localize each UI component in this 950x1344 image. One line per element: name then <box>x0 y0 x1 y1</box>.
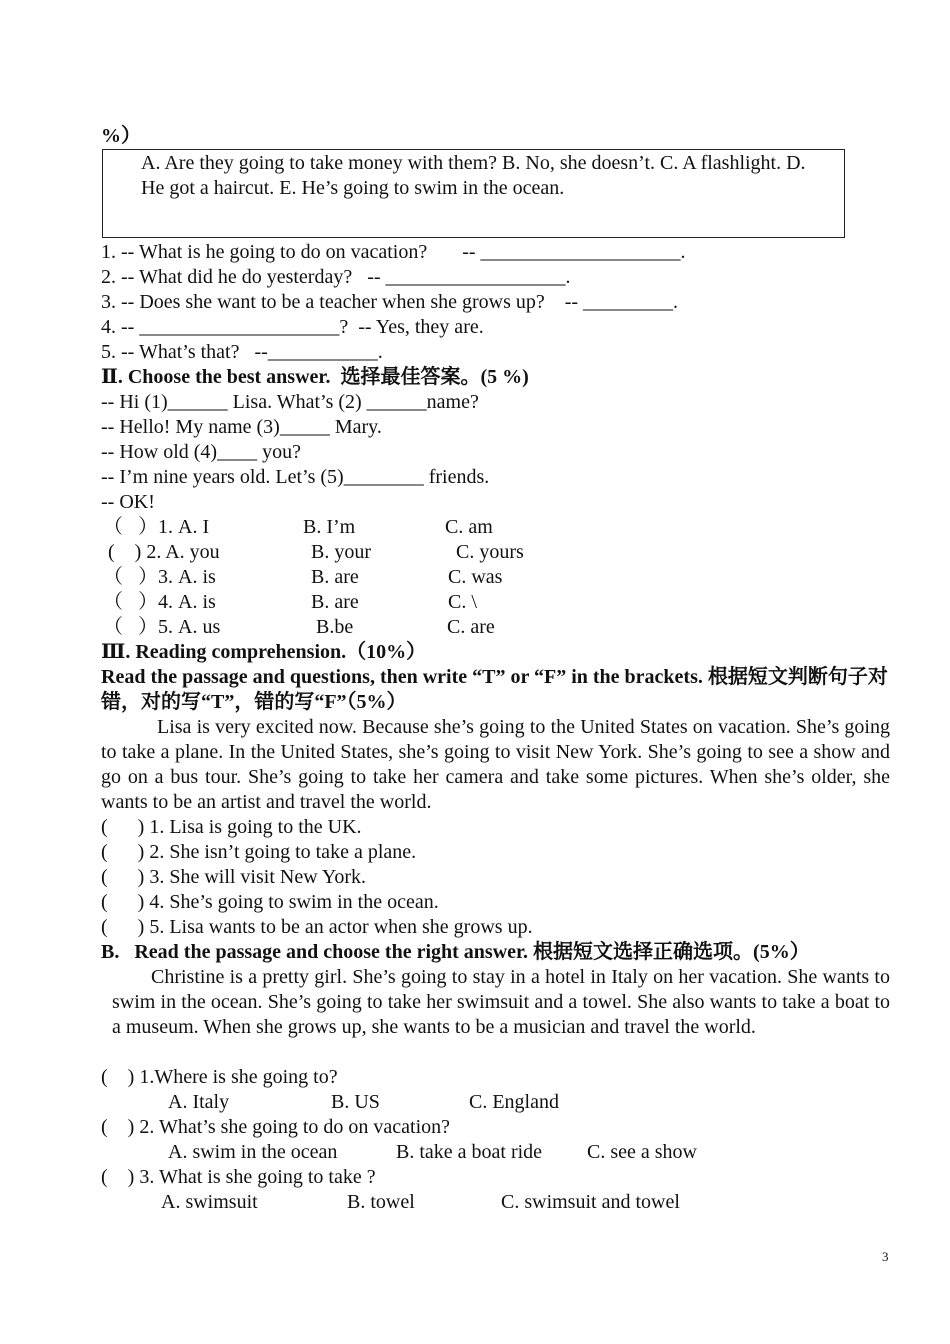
dialogue-line: -- Hello! My name (3)_____ Mary. <box>101 416 382 438</box>
question-5: 5. -- What’s that? --___________. <box>101 341 383 363</box>
mc-option-c: C. see a show <box>587 1141 697 1163</box>
section2-heading: Ⅱ. Choose the best answer. 选择最佳答案。(5 %) <box>101 366 529 388</box>
section1-heading-tail: %） <box>101 125 141 147</box>
choice-option-b: B. are <box>311 566 359 588</box>
mc-option-b: B. take a boat ride <box>396 1141 543 1163</box>
choice-option-b: B. are <box>311 591 359 613</box>
choice-stem: （ ）4. A. is <box>103 591 216 613</box>
question-3: 3. -- Does she want to be a teacher when she grows up? -- _________. <box>101 291 679 313</box>
choice-stem: （ ）3. A. is <box>103 566 216 588</box>
dialogue-line: -- Hi (1)______ Lisa. What’s (2) ______name? <box>101 391 479 413</box>
options-text: A. Are they going to take money with them? B. No, she doesn’t. C. A flashlight. D. He got a haircut. E. He’s going to swim in the ocean. <box>141 152 806 199</box>
page-number: 3 <box>882 1249 889 1264</box>
mc-option-c: C. England <box>469 1091 559 1113</box>
choice-option-b: B. I’m <box>303 516 356 538</box>
tf-item: ( ) 2. She isn’t going to take a plane. <box>101 841 417 863</box>
partB-passage: Christine is a pretty girl. She’s going to stay in a hotel in Italy on her vacation. She wants to swim in the ocean. She’s going to take her swimsuit and a towel. She also wants to take a boat to a museum. When she grows up, she wants to be a musician and travel the world. <box>112 966 890 1038</box>
dialogue-line: -- How old (4)____ you? <box>101 441 301 463</box>
mc-option-a: A. swim in the ocean <box>168 1141 338 1163</box>
tf-item: ( ) 4. She’s going to swim in the ocean. <box>101 891 439 913</box>
question-2: 2. -- What did he do yesterday? -- __________________. <box>101 266 571 288</box>
choice-option-c: C. yours <box>456 541 524 563</box>
options-box <box>102 149 845 238</box>
tf-item: ( ) 5. Lisa wants to be an actor when she grows up. <box>101 916 533 938</box>
section3-heading: Ⅲ. Reading comprehension.（10%） <box>101 641 427 663</box>
choice-stem: （ ）5. A. us <box>103 616 221 638</box>
tf-item: ( ) 3. She will visit New York. <box>101 866 367 888</box>
choice-option-c: C. are <box>447 616 495 638</box>
mc-option-c: C. swimsuit and towel <box>501 1191 680 1213</box>
partA-passage: Lisa is very excited now. Because she’s going to the United States on vacation. She’s going to take a plane. In the United States, she’s going to visit New York. She’s going to see a show and go on a bus tour. She’s going to take her camera and take some pictures. When she’s older, she wants to be an artist and travel the world. <box>101 716 890 813</box>
dialogue-line: -- I’m nine years old. Let’s (5)________ friends. <box>101 466 490 488</box>
choice-option-b: B.be <box>316 616 354 638</box>
mc-option-b: B. towel <box>347 1191 415 1213</box>
mc-question: ( ) 2. What’s she going to do on vacation? <box>101 1116 451 1138</box>
question-4: 4. -- ____________________? -- Yes, they are. <box>101 316 484 338</box>
choice-option-c: C. \ <box>448 591 477 613</box>
mc-option-a: A. swimsuit <box>161 1191 258 1213</box>
choice-option-c: C. am <box>445 516 493 538</box>
choice-stem: （ ）1. A. I <box>103 516 210 538</box>
question-1: 1. -- What is he going to do on vacation? -- ____________________. <box>101 241 686 263</box>
partA-instruction: Read the passage and questions, then write “T” or “F” in the brackets. 根据短文判断句子对错，对的写“T”，错的写“F”（5%） <box>101 666 888 713</box>
mc-option-b: B. US <box>331 1091 380 1113</box>
mc-question: ( ) 1.Where is she going to? <box>101 1066 338 1088</box>
dialogue-line: -- OK! <box>101 491 155 513</box>
mc-option-a: A. Italy <box>168 1091 230 1113</box>
choice-option-b: B. your <box>311 541 371 563</box>
tf-item: ( ) 1. Lisa is going to the UK. <box>101 816 362 838</box>
choice-stem: ( ) 2. A. you <box>103 541 220 563</box>
mc-question: ( ) 3. What is she going to take ? <box>101 1166 376 1188</box>
choice-option-c: C. was <box>448 566 503 588</box>
partB-instruction: B. Read the passage and choose the right answer. 根据短文选择正确选项。(5%） <box>101 941 810 963</box>
